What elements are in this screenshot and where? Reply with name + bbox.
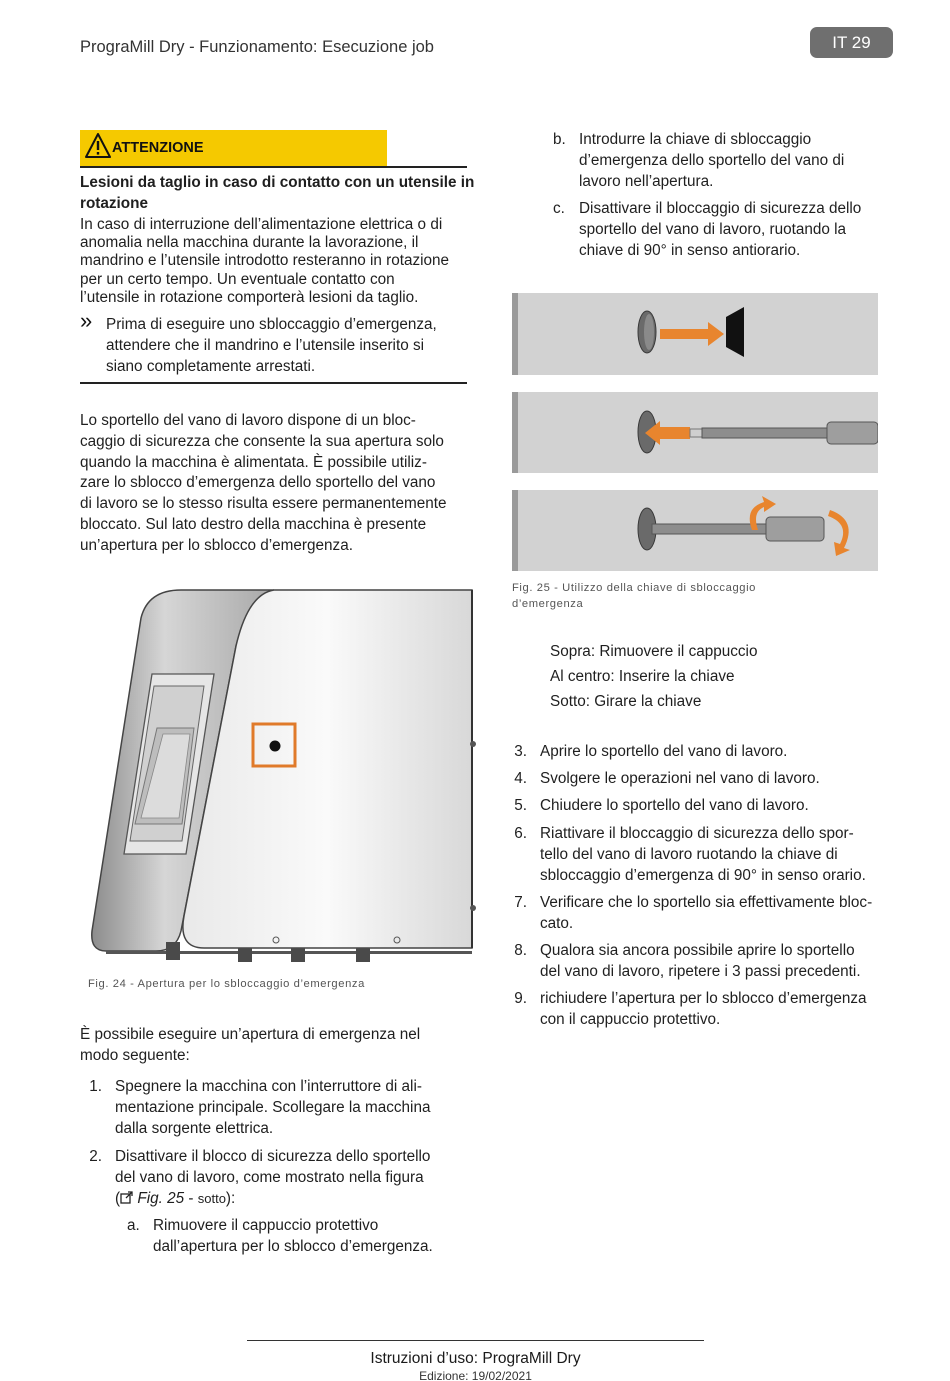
warning-top-rule [80, 166, 467, 168]
step-number: 9. [514, 990, 527, 1007]
step-text: Riattivare il bloccaggio di sicurezza dello spor- tello del vano di lavoro ruotando la chiave di sbloccaggio d’emergenza di 90° in senso orario. [540, 825, 866, 884]
step-text: Svolgere le operazioni nel vano di lavoro. [540, 770, 820, 787]
arrow-right-icon [660, 322, 724, 346]
footer-rule [247, 1340, 704, 1341]
step-text: Qualora sia ancora possibile aprire lo sportello del vano di lavoro, ripetere i 3 passi precedenti. [540, 942, 861, 980]
intro-paragraph: Lo sportello del vano di lavoro dispone di un bloc- caggio di sicurezza che consente la sua apertura solo quando la macchina è alimentata. È possibile utiliz- zare lo sblocco d’emergenza dello sportello del vano di lavoro se lo stesso risulta essere permanentemente bloccato. Sul lato destro della macchina è presente un’apertura per lo sblocco d’emergenza. [80, 412, 447, 554]
substep-text: Introdurre la chiave di sbloccaggio d’emergenza dello sportello del vano di lavoro nell’apertura. [579, 131, 845, 190]
warning-triangle-icon [85, 132, 111, 160]
photo-remove-cap [512, 293, 878, 375]
key-grip [827, 422, 878, 444]
step-number: 1. [89, 1078, 102, 1095]
page-number-badge: IT 29 [810, 27, 893, 58]
footer-title: Istruzioni d’uso: PrograMill Dry [370, 1350, 581, 1367]
running-header: PrograMill Dry - Funzionamento: Esecuzione job [80, 38, 434, 56]
warning-heading: Lesioni da taglio in caso di contatto con un utensile in rotazione [80, 174, 475, 212]
footer-edition: Edizione: 19/02/2021 [419, 1369, 532, 1381]
step-text: Disattivare il blocco di sicurezza dello sportello del vano di lavoro, come mostrato nella figura ( Fig. 25 - sotto): [115, 1147, 430, 1209]
step-text: Aprire lo sportello del vano di lavoro. [540, 743, 788, 760]
step-text: richiudere l’apertura per lo sblocco d’emergenza con il cappuccio protettivo. [540, 990, 867, 1028]
warning-action: Prima di eseguire uno sbloccaggio d’emergenza, attendere che il mandrino e l’utensile inserito si siano completamente arrestati. [106, 316, 437, 375]
machine-illustration [86, 586, 478, 964]
step-number: 8. [514, 942, 527, 959]
step-number: 4. [514, 770, 527, 787]
emergency-opening-dot [270, 741, 281, 752]
cap-icon [726, 307, 744, 357]
external-link-icon [120, 1191, 133, 1204]
step-number: 2. [89, 1148, 102, 1165]
step-text: Chiudere lo sportello del vano di lavoro. [540, 797, 809, 814]
substep-letter: a. [127, 1217, 140, 1234]
warning-label: ATTENZIONE [112, 140, 204, 156]
step-number: 6. [514, 825, 527, 842]
substep-letter: c. [553, 200, 565, 217]
fig25-caption: Fig. 25 - Utilizzo della chiave di sbloccaggio d’emergenza [512, 582, 756, 610]
figure-reference-link[interactable]: ( Fig. 25 - sotto): [115, 1189, 236, 1207]
procedure-intro: È possibile eseguire un’apertura di emergenza nel modo seguente: [80, 1026, 421, 1064]
rotate-arrow-icon [828, 510, 850, 556]
step-text: Verificare che lo sportello sia effettivamente bloc- cato. [540, 894, 873, 932]
warning-body: In caso di interruzione dell’alimentazione elettrica o di anomalia nella macchina durante la lavorazione, il mandrino e l’utensile introdotto resteranno in rotazione per un certo tempo. Un eventuale contatto con l’utensile in rotazione comporterà lesioni da taglio. [80, 216, 450, 306]
fig24-caption: Fig. 24 - Apertura per lo sbloccaggio d’emergenza [88, 978, 365, 990]
step-number: 3. [514, 743, 527, 760]
photo-turn-key [512, 490, 878, 571]
substep-text: Disattivare il bloccaggio di sicurezza dello sportello del vano di lavoro, ruotando la chiave di 90° in senso antiorario. [579, 200, 862, 259]
step-number: 5. [514, 797, 527, 814]
substep-letter: b. [553, 131, 566, 148]
step-number: 7. [514, 894, 527, 911]
action-marker-icon: » [80, 308, 93, 333]
fig25-legend: Sopra: Rimuovere il cappuccio Al centro: Inserire la chiave Sotto: Girare la chiave [550, 643, 758, 710]
warning-bottom-rule [80, 382, 467, 384]
step-text: Spegnere la macchina con l’interruttore di ali- mentazione principale. Scollegare la macchina dalla sorgente elettrica. [115, 1078, 431, 1137]
photo-insert-key [512, 392, 878, 473]
substep-text: Rimuovere il cappuccio protettivo dall’apertura per lo sblocco d’emergenza. [153, 1217, 433, 1255]
